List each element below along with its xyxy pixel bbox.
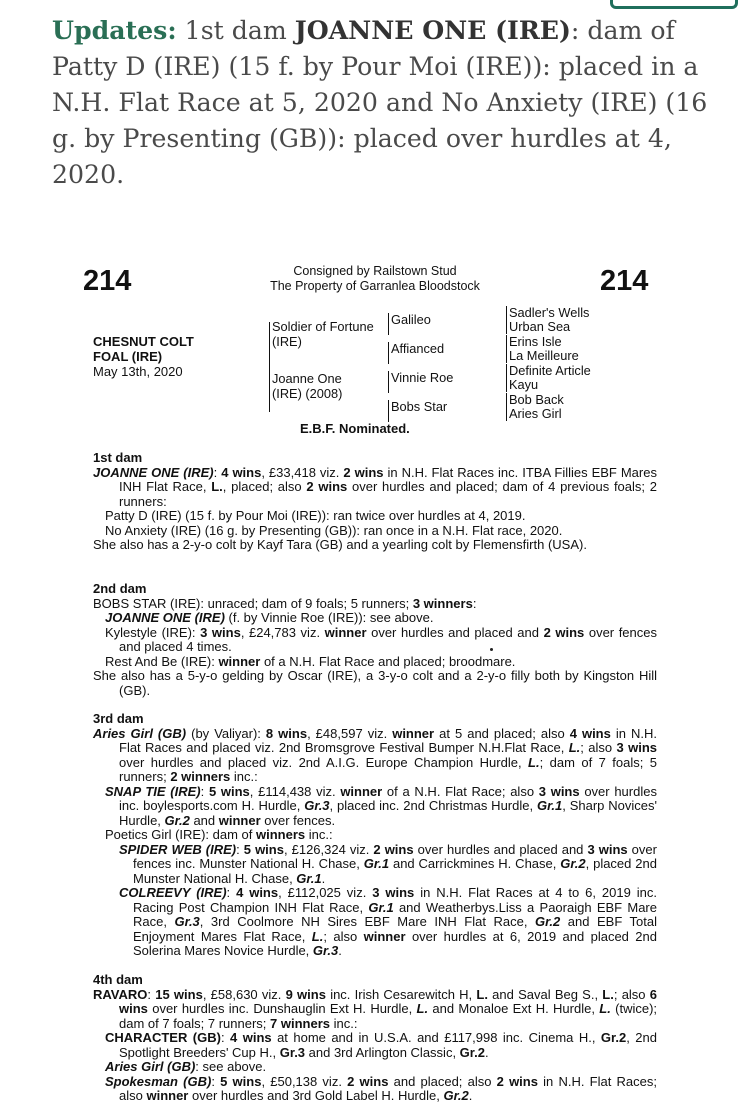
pedigree-bracket [506,306,507,334]
pedigree-gen2: Galileo [391,312,431,327]
dam-entry: Aries Girl (GB) (by Valiyar): 8 wins, £48,597 viz. winner at 5 and placed; also 4 wins in N.H. Flat Races and placed viz. 2nd Bromsgrove Festival Bumper N.H.Flat Race, L.; also 3 wins over hurdles and placed viz. 2nd A.I.G. Europe Champion Hurdle, L.; dam of 7 foals; 5 runners; 2 winners inc.: [93,725,658,784]
progeny-line: Poetics Girl (IRE): dam of winners inc.: [105,827,333,842]
pedigree-gen3: Aries Girl [509,406,562,421]
progeny-line: Spokesman (GB): 5 wins, £50,138 viz. 2 wins and placed; also 2 wins in N.H. Flat Races; also winner over hurdles and 3rd Gold Label H. Hurdle, Gr.2. [105,1073,657,1103]
pedigree-bracket [388,342,389,364]
section-heading: 3rd dam [93,711,144,726]
dam-entry: BOBS STAR (IRE): unraced; dam of 9 foals; 5 runners; 3 winners: [93,595,477,611]
pedigree-bracket [388,400,389,422]
pedigree-gen2: Vinnie Roe [391,370,454,385]
progeny-line: She also has a 2-y-o colt by Kayf Tara (GB) and a yearling colt by Flemensfirth (USA). [93,537,587,552]
pedigree-gen3: Erins Isle [509,334,562,349]
progeny-line: JOANNE ONE (IRE) (f. by Vinnie Roe (IRE)): see above. [105,610,434,625]
pedigree-bracket [388,371,389,393]
pedigree-bracket [269,322,270,412]
pedigree-gen2: Affianced [391,341,445,356]
section-heading: 1st dam [93,450,143,465]
section-heading: 4th dam [93,972,143,987]
pedigree-bracket [506,393,507,421]
pedigree-bracket [506,335,507,363]
pedigree-gen3: Bob Back [509,392,564,407]
progeny-line: No Anxiety (IRE) (16 g. by Presenting (GB)): ran once in a N.H. Flat race, 2020. [105,522,563,538]
progeny-line: Rest And Be (IRE): winner of a N.H. Flat Race and placed; broodmare. [105,653,516,669]
ebf-nominated: E.B.F. Nominated. [300,421,410,436]
pedigree-gen3: Kayu [509,377,539,392]
pedigree-gen3: La Meilleure [509,348,579,363]
horse-category: FOAL (IRE) [93,349,163,364]
dam-entry: RAVARO: 15 wins, £58,630 viz. 9 wins inc. Irish Cesarewitch H, L. and Saval Beg S., L.; also 6 wins over hurdles inc. Dunshauglin Ext H. Hurdle, L. and Monaloe Ext H. Hurdle, L. (twice); dam of 7 foals; 7 runners; 7 winners inc.: [93,986,658,1031]
horse-dob: May 13th, 2020 [93,364,183,379]
first-dam-section [93,451,657,553]
progeny-line: CHARACTER (GB): 4 wins at home and in U.S.A. and £117,998 inc. Cinema H., Gr.2, 2nd Spotlight Breeders' Cup H., Gr.3 and 3rd Arlington Classic, Gr.2. [105,1030,657,1060]
pedigree-gen3: Urban Sea [509,319,571,334]
pedigree-sire: Soldier of Fortune (IRE) [272,319,374,349]
consignor-block [230,264,520,294]
stray-dot [490,648,493,651]
pedigree-gen3: Sadler's Wells [509,305,590,320]
top-button-edge[interactable] [610,0,738,9]
pedigree-dam: Joanne One (IRE) (2008) [272,371,343,401]
lot-number-right: 214 [600,265,649,297]
updates-label: Updates: [52,15,177,45]
pedigree-gen3: Definite Article [509,363,591,378]
lot-number-left: 214 [83,265,132,297]
progeny-line: SPIDER WEB (IRE): 5 wins, £126,324 viz. 2 wins over hurdles and placed and 3 wins over fences inc. Munster National H. Chase, Gr.1 and Carrickmines H. Chase, Gr.2, placed 2nd Munster National H. Chase, Gr.1. [119,841,657,886]
horse-description [93,334,194,379]
updates-note: Updates: 1st dam JOANNE ONE (IRE): dam of Patty D (IRE) (15 f. by Pour Moi (IRE)): placed in a N.H. Flat Race at 5, 2020 and No Anxiety (IRE) (16 g. by Presenting (GB)): placed over hurdles at 4, 2020. [52,15,708,189]
horse-type: CHESNUT COLT [93,334,194,349]
pedigree-gen2: Bobs Star [391,399,448,414]
fourth-dam-section [93,973,657,1104]
dam-entry: JOANNE ONE (IRE): 4 wins, £33,418 viz. 2 wins in N.H. Flat Races inc. ITBA Fillies EBF Mares INH Flat Race, L., placed; also 2 wins over hurdles and placed; dam of 4 previous foals; 2 runners: [93,464,657,509]
section-heading: 2nd dam [93,581,147,596]
progeny-line: COLREEVY (IRE): 4 wins, £112,025 viz. 3 wins in N.H. Flat Races at 4 to 6, 2019 inc. Racing Post Champion INH Flat Race, Gr.1 and Weatherbys.Liss a Paoraigh EBF Mare Race, Gr.3, 3rd Coolmore NH Sires EBF Mare INH Flat Race, Gr.2 and EBF Total Enjoyment Mares Flat Race, L.; also winner over hurdles at 6, 2019 and placed 2nd Solerina Mares Novice Hurdle, Gr.3. [119,885,657,958]
consignor-line: Consigned by Railstown Stud [293,264,457,278]
second-dam-section [93,582,657,698]
progeny-line: Patty D (IRE) (15 f. by Pour Moi (IRE)): ran twice over hurdles at 4, 2019. [105,508,526,523]
property-line: The Property of Garranlea Bloodstock [270,279,480,293]
pedigree-bracket [388,313,389,335]
progeny-line: Aries Girl (GB): see above. [105,1059,267,1074]
progeny-line: Kylestyle (IRE): 3 wins, £24,783 viz. winner over hurdles and placed and 2 wins over fences and placed 4 times. [105,624,657,654]
pedigree-bracket [506,364,507,392]
third-dam-section [93,712,657,959]
progeny-line: SNAP TIE (IRE): 5 wins, £114,438 viz. winner of a N.H. Flat Race; also 3 wins over hurdles inc. boylesports.com H. Hurdle, Gr.3, placed inc. 2nd Christmas Hurdle, Gr.1, Sharp Novices' Hurdle, Gr.2 and winner over fences. [105,783,657,828]
progeny-line: She also has a 5-y-o gelding by Oscar (IRE), a 3-y-o colt and a 2-y-o filly both by Kingston Hill (GB). [93,668,657,698]
